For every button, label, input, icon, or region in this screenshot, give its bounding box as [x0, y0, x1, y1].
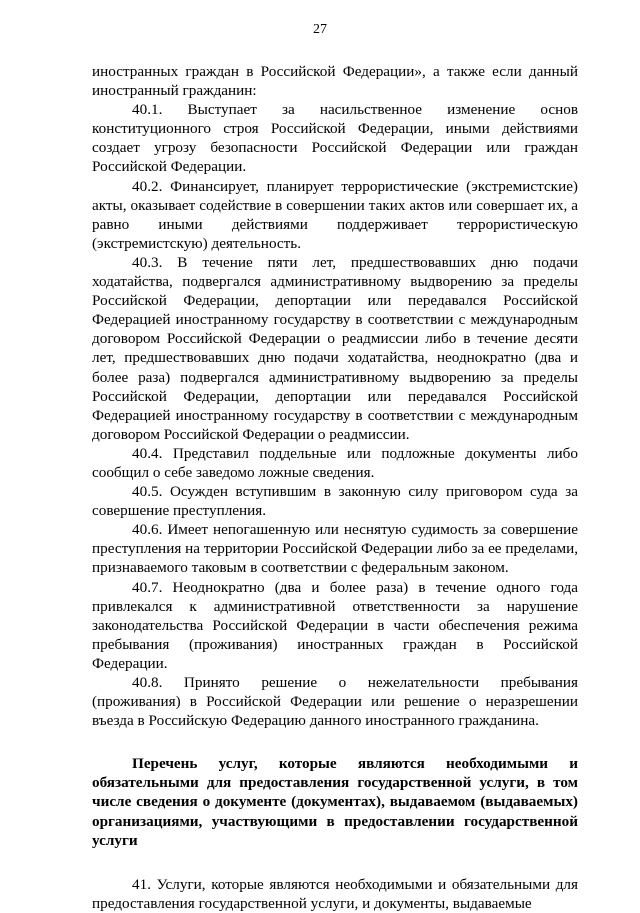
clause-40-1: 40.1. Выступает за насильственное изменение основ конституционного строя Российской Федерации, иными действиями создает угрозу безопасности Российской Федерации или граждан Российской Федерации. — [92, 101, 578, 176]
intro-paragraph: иностранных граждан в Российской Федерации», а также если данный иностранный гражданин: — [92, 63, 578, 100]
clause-40-6: 40.6. Имеет непогашенную или неснятую судимость за совершение преступления на территории Российской Федерации либо за ее пределами, признаваемого таковым в соответствии с федеральным законом. — [92, 521, 578, 577]
section-heading: Перечень услуг, которые являются необходимыми и обязательными для предоставления государственной услуги, в том числе сведения о документе (документах), выдаваемом (выдаваемых) организациями, участвующими в предоставлении государственной услуги — [92, 755, 578, 849]
clause-40-2: 40.2. Финансирует, планирует террористические (экстремистские) акты, оказывает содействие в совершении таких актов или совершает их, а равно иными действиями поддерживает террористическую (экстремистскую) деятельность. — [92, 177, 578, 252]
clause-40-7: 40.7. Неоднократно (два и более раза) в течение одного года привлекался к административной ответственности за нарушение законодательства Российской Федерации в части обеспечения режима пребывания (проживания) иностранных граждан в Российской Федерации. — [92, 578, 578, 672]
clause-40-4: 40.4. Представил поддельные или подложные документы либо сообщил о себе заведомо ложные сведения. — [92, 444, 578, 481]
clause-40-8: 40.8. Принято решение о нежелательности пребывания (проживания) в Российской Федерации или решение о неразрешении въезда в Российскую Федерацию данного иностранного гражданина. — [92, 674, 578, 730]
clause-40-5: 40.5. Осужден вступившим в законную силу приговором суда за совершение преступления. — [92, 483, 578, 520]
clause-41: 41. Услуги, которые являются необходимыми и обязательными для предоставления государственной услуги, и документы, выдаваемые — [92, 875, 578, 912]
document-body — [92, 62, 578, 913]
page-number: 27 — [313, 22, 327, 37]
clause-40-3: 40.3. В течение пяти лет, предшествовавших дню подачи ходатайства, подвергался административному выдворению за пределы Российской Федерации, депортации или передавался Российской Федерацией иностранному государству в соответствии с международным договором Российской Федерации о реадмиссии либо в течение десяти лет, предшествовавших дню подачи ходатайства, неоднократно (два и более раза) подвергался административному выдворению за пределы Российской Федерации, депортации или передавался Российской Федерацией иностранному государству в соответствии с международным договором Российской Федерации о реадмиссии. — [92, 253, 578, 443]
